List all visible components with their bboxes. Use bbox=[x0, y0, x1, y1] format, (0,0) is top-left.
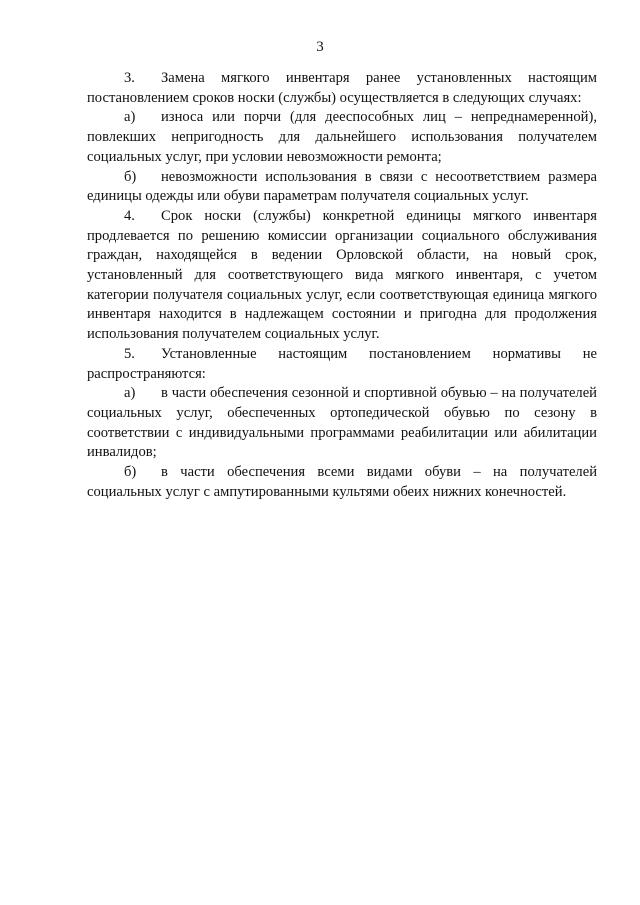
paragraph-text: невозможности использования в связи с несоответствием размера единицы одежды или обуви параметрам получателя социальных услуг. bbox=[87, 168, 597, 205]
paragraph-text: Установленные настоящим постановлением нормативы не распространяются: bbox=[87, 345, 597, 382]
paragraph-text: Замена мягкого инвентаря ранее установленных настоящим постановлением сроков носки (службы) осуществляется в следующих случаях: bbox=[87, 70, 597, 106]
page-number: 3 bbox=[316, 39, 324, 55]
paragraph-4 bbox=[87, 207, 597, 345]
paragraph-5b bbox=[87, 463, 597, 502]
document-body bbox=[87, 69, 597, 502]
paragraph-text: в части обеспечения всеми видами обуви – на получателей социальных услуг с ампутированными культями обеих нижних конечностей. bbox=[87, 464, 597, 500]
paragraph-number: б) bbox=[124, 464, 137, 481]
paragraph-number: 3. bbox=[124, 70, 135, 86]
paragraph-text: Срок носки (службы) конкретной единицы мягкого инвентаря продлевается по решению комиссии организации социального обслуживания граждан, находящейся в ведении Орловской области, на новый срок, установленный для соответствующего вида мягкого инвентаря, с учетом категории получателя социальных услуг, если соответствующая единица мягкого инвентаря находится в надлежащем состоянии и пригодна для продолжения использования получателем социальных услуг. bbox=[87, 207, 597, 343]
paragraph-number: а) bbox=[124, 109, 136, 126]
paragraph-5a bbox=[87, 384, 597, 463]
paragraph-text: износа или порчи (для дееспособных лиц – непреднамеренной), повлекших непригодность для дальнейшего использования получателем социальных услуг, при условии невозможности ремонта; bbox=[87, 109, 597, 165]
paragraph-3 bbox=[87, 69, 597, 108]
paragraph-number: 4. bbox=[124, 207, 135, 224]
paragraph-number: 5. bbox=[124, 345, 135, 362]
paragraph-number: б) bbox=[124, 168, 137, 185]
paragraph-5 bbox=[87, 345, 597, 384]
paragraph-3b bbox=[87, 168, 597, 207]
paragraph-3a bbox=[87, 108, 597, 167]
paragraph-text: в части обеспечения сезонной и спортивной обувью – на получателей социальных услуг, обеспеченных ортопедической обувью по сезону в соответствии с индивидуальными программами реабилитации или абилитации инвалидов; bbox=[87, 385, 597, 461]
paragraph-number: а) bbox=[124, 385, 136, 402]
